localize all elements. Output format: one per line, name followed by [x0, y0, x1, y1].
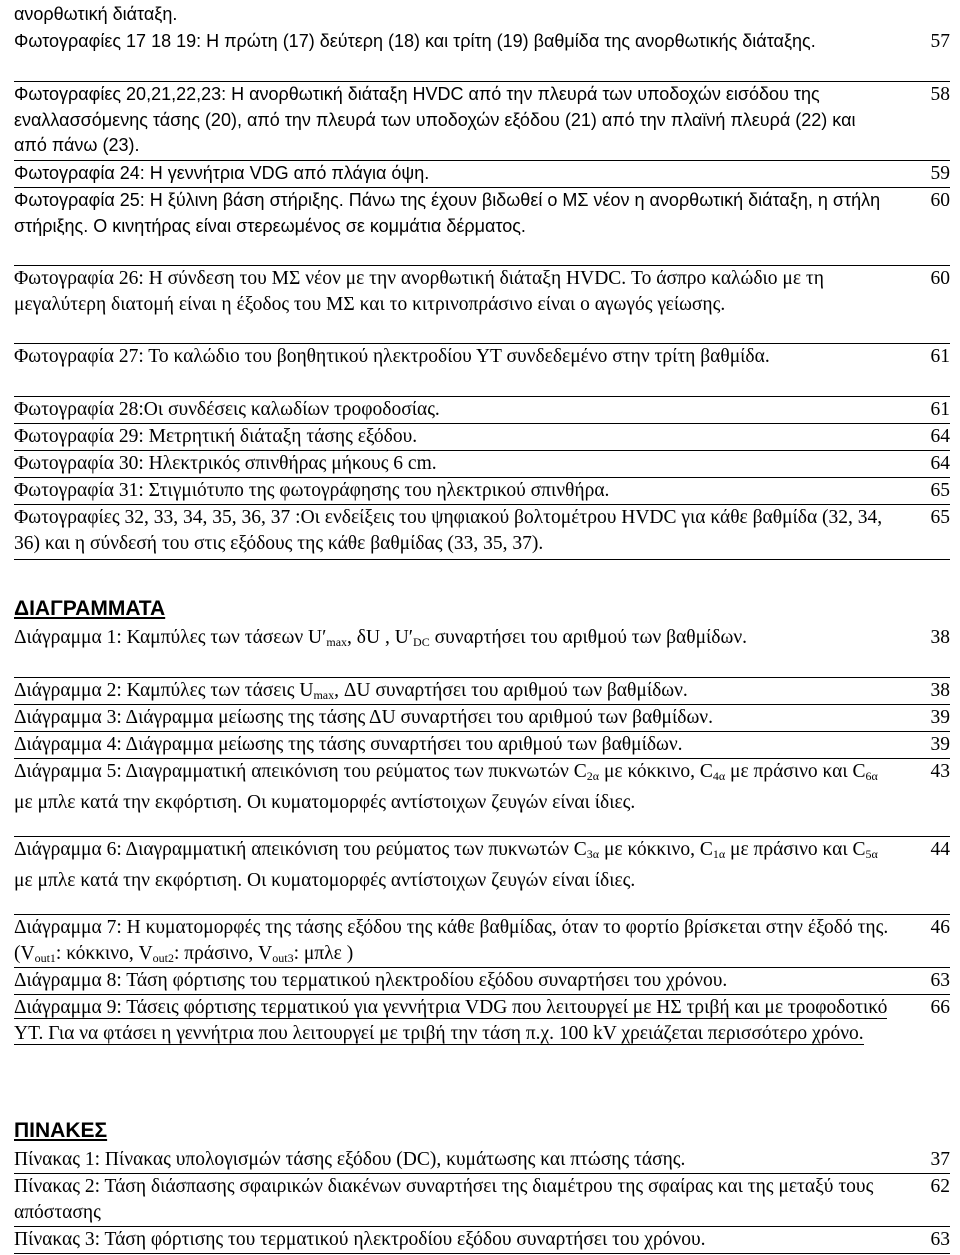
page-number: 44	[930, 839, 950, 860]
list-item	[14, 161, 950, 188]
page-number: 57	[930, 31, 950, 52]
entry-text: Φωτογραφία 26: Η σύνδεση του ΜΣ νέον με την ανορθωτική διάταξη HVDC. Το άσπρο καλώδιο με τη μεγαλύτερη διατομή είναι η έξοδος του ΜΣ και το κιτρινοπράσινο είναι ο αγωγός γείωσης.	[14, 268, 824, 315]
list-item	[14, 995, 950, 1072]
list-item	[14, 915, 950, 968]
page-number: 65	[930, 480, 950, 501]
page-number: 37	[930, 1149, 950, 1170]
list-item	[14, 1174, 950, 1227]
page-number: 62	[930, 1176, 950, 1197]
diagrams-heading: ΔΙΑΓΡΑΜΜΑΤΑ	[14, 597, 166, 620]
list-item	[14, 29, 950, 82]
entry-text: Φωτογραφίες 32, 33, 34, 35, 36, 37 :Οι ενδείξεις του ψηφιακού βολτομέτρου HVDC για κάθε βαθμίδα (32, 34, 36) και η σύνδεσή του στις εξόδους της κάθε βαθμίδας (33, 35, 37).	[14, 507, 883, 554]
entry-text: Διάγραμμα 3: Διάγραμμα μείωσης της τάσης ΔU συναρτήσει του αριθμού των βαθμίδων.	[14, 707, 713, 728]
page-number: 63	[930, 1229, 950, 1250]
list-item	[14, 1147, 950, 1174]
page-number: 46	[930, 917, 950, 938]
page-number: 59	[930, 163, 950, 184]
list-item	[14, 478, 950, 505]
entry-text: Φωτογραφίες 20,21,22,23: Η ανορθωτική διάταξη HVDC από την πλευρά των υποδοχών εισόδου της εναλλασσόμενης τάσης (20), από την πλευρά των υποδοχών εξόδου (21) από την πλαϊνή πλευρά (22) και από πάνω (23).	[14, 84, 856, 155]
entry-text: Φωτογραφία 25: Η ξύλινη βάση στήριξης. Πάνω της έχουν βιδωθεί ο ΜΣ νέον η ανορθωτική διάταξη, η στήλη στήριξης. Ο κινητήρας είναι στερεωμένος σε κομμάτια δέρματος.	[14, 190, 881, 236]
entry-text: Φωτογραφία 30: Ηλεκτρικός σπινθήρας μήκους 6 cm.	[14, 453, 437, 474]
page-number: 43	[930, 761, 950, 782]
list-item	[14, 1227, 950, 1254]
page-number: 60	[930, 268, 950, 289]
page-number: 64	[930, 426, 950, 447]
page-number: 39	[930, 707, 950, 728]
entry-text: Διάγραμμα 7: Η κυματομορφές της τάσης εξόδου της κάθε βαθμίδας, όταν το φορτίο βρίσκεται στην έξοδό $\tau\eta\varsigma.(V_{out1}$: κόκκινο, $V_{out2}$: πράσινο, $V_{out3}$: μπλε )	[14, 917, 889, 965]
list-item	[14, 705, 950, 732]
tables-list	[14, 1147, 950, 1254]
list-item	[14, 424, 950, 451]
page-number: 38	[930, 627, 950, 648]
list-item	[14, 968, 950, 995]
page-number: 61	[930, 346, 950, 367]
entry-text: Διάγραμμα 4: Διάγραμμα μείωσης της τάσης συναρτήσει του αριθμού των βαθμίδων.	[14, 734, 683, 755]
entry-text: Φωτογραφία 31: Στιγμιότυπο της φωτογράφησης του ηλεκτρικού σπινθήρα.	[14, 480, 610, 501]
entry-text: Διάγραμμα 9: Τάσεις φόρτισης τερματικού για γεννήτρια VDG που λειτουργεί με ΗΣ τριβή και με τροφοδοτικό ΥΤ. Για να φτάσει η γεννήτρια που λειτουργεί με τριβή την τάση π.χ. 100 kV χρειάζεται περισσότερο χρόνο.	[14, 997, 888, 1044]
list-item	[14, 625, 950, 678]
entry-text: Πίνακας 1: Πίνακας υπολογισμών τάσης εξόδου (DC), κυμάτωσης και πτώσης τάσης.	[14, 1149, 686, 1170]
entry-text: Φωτογραφία 28:Οι συνδέσεις καλωδίων τροφοδοσίας.	[14, 399, 440, 420]
list-item	[14, 759, 950, 837]
entry-text: Διάγραμμα 1: Καμπύλες των τάσεων $U'_{max}$, δU , $U'_{DC}$ συναρτήσει του αριθμού των βαθμίδων.	[14, 627, 748, 649]
list-item	[14, 2, 950, 29]
list-item	[14, 505, 950, 560]
photos-list	[14, 2, 950, 560]
page-number: 38	[930, 680, 950, 701]
entry-text: Φωτογραφία 27: Το καλώδιο του βοηθητικού ηλεκτροδίου ΥΤ συνδεδεμένο στην τρίτη βαθμίδα.	[14, 346, 770, 367]
page-number: 58	[930, 84, 950, 105]
entry-text: Διάγραμμα 5: Διαγραμματική απεικόνιση του ρεύματος των πυκνωτών $C_{2\alpha}$ με κόκκινο, $C_{4\alpha}$ με πράσινο και $C_{6\alpha}$ με μπλε κατά την εκφόρτιση. Οι κυματομορφές αντίστοιχων ζευγών είναι ίδιες.	[14, 761, 878, 813]
diagrams-list	[14, 625, 950, 1072]
list-item	[14, 397, 950, 424]
page-number: 63	[930, 970, 950, 991]
list-item	[14, 188, 950, 266]
entry-text: Διάγραμμα 2: Καμπύλες των τάσεις $U_{max}$, ΔU συναρτήσει του αριθμού των βαθμίδων.	[14, 680, 688, 702]
tables-heading: ΠΙΝΑΚΕΣ	[14, 1119, 108, 1142]
list-item	[14, 344, 950, 397]
list-item	[14, 837, 950, 915]
entry-text: Πίνακας 2: Τάση διάσπασης σφαιρικών διακένων συναρτήσει της διαμέτρου της σφαίρας και της μεταξύ τους απόστασης	[14, 1176, 874, 1223]
entry-text: Διάγραμμα 8: Τάση φόρτισης του τερματικού ηλεκτροδίου εξόδου συναρτήσει του χρόνου.	[14, 970, 728, 991]
list-item	[14, 82, 950, 161]
entry-text: Φωτογραφία 24: Η γεννήτρια VDG από πλάγια όψη.	[14, 163, 430, 183]
page-number: 64	[930, 453, 950, 474]
entry-text: ανορθωτική διάταξη.	[14, 4, 178, 24]
page-number: 65	[930, 507, 950, 528]
list-item	[14, 678, 950, 705]
list-item	[14, 732, 950, 759]
entry-text: Φωτογραφία 29: Μετρητική διάταξη τάσης εξόδου.	[14, 426, 418, 447]
page-number: 61	[930, 399, 950, 420]
entry-text: Πίνακας 3: Τάση φόρτισης του τερματικού ηλεκτροδίου εξόδου συναρτήσει του χρόνου.	[14, 1229, 706, 1250]
entry-text: Φωτογραφίες 17 18 19: Η πρώτη (17) δεύτερη (18) και τρίτη (19) βαθμίδα της ανορθωτικής διάταξης.	[14, 31, 816, 51]
list-item	[14, 451, 950, 478]
page-number: 66	[930, 997, 950, 1018]
entry-text: Διάγραμμα 6: Διαγραμματική απεικόνιση του ρεύματος των πυκνωτών $C_{3\alpha}$ με κόκκινο, $C_{1\alpha}$ με πράσινο και $C_{5\alpha}$ με μπλε κατά την εκφόρτιση. Οι κυματομορφές αντίστοιχων ζευγών είναι ίδιες.	[14, 839, 878, 891]
list-item	[14, 266, 950, 344]
page-number: 60	[930, 190, 950, 211]
page-number: 39	[930, 734, 950, 755]
